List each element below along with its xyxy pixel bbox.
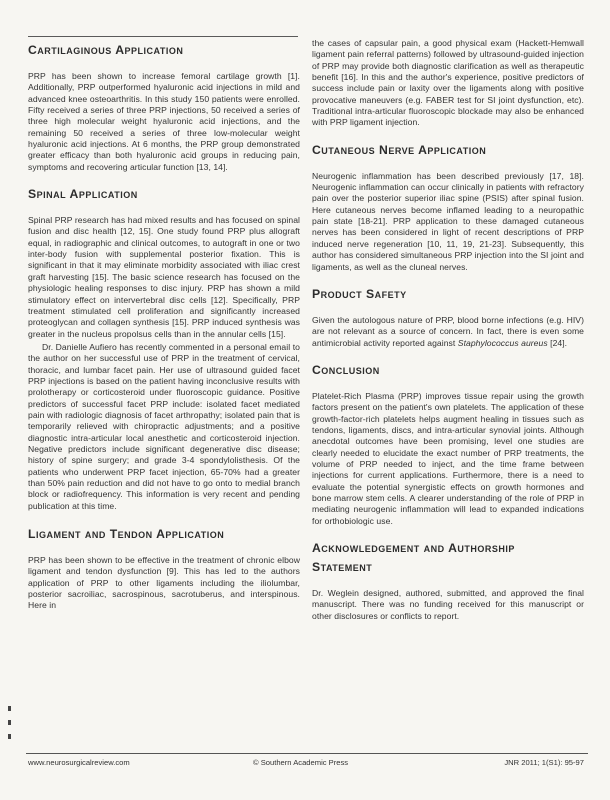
right-column — [312, 38, 584, 622]
ligament-heading: Ligament and Tendon Application — [28, 527, 225, 542]
conclusion-text: Platelet-Rich Plasma (PRP) improves tissue repair using the growth factors present on the patient's own platelets. The application of these growth-factor-rich platelets helps augment healing in tissues such as tendons, ligaments, discs, and intra-articular synovial joints. Although anecdotal outcomes have been promising, level one studies are clearly needed to elucidate the exact number of PRP treatments, the volume of PRP needed to inject, and the time frame between injections for current applications. Furthermore, there is a need to evaluate the potential synergistic effects on growth hormones and bone marrow stem cells. A clearer understanding of the role of PRP in mediating neurogenic inflammation will lead to expanded indications for orthobiologic use. — [312, 390, 584, 526]
cutaneous-text: Neurogenic inflammation has been described previously [17, 18]. Neurogenic inflammation can occur clinically in patients with refractory pain over the posterior superior iliac spine (PSIS) after spinal fusion. Here cutaneous nerves become inflamed leading to a neuropathic pain state [18-21]. PRP application to these damaged cutaneous nerves has been considered in light of recent descriptions of PRP induced nerve regeneration [10, 11, 19, 21-23]. Subsequently, this author has considered simultaneous PRP injection into the SI joint and ligaments, as well as the cluneal nerves. — [312, 170, 584, 272]
spinal-text-2: Dr. Danielle Aufiero has recently commented in a personal email to the author on her successful use of PRP in the treatment of cervical, thoracic, and lumbar facet pain. Her use of ultrasound guided facet PRP injections is based on the patient having inconclusive results with prolotherapy or corticosteroid under fluoroscopic guidance. Positive predictors of successful facet PRP include: isolated facet mediated pain with radiologic diagnosis of facet arthropathy; isolated pain that is temporarily relieved with chiropractic adjustments; and a positive diagnostic intra-articular local anesthetic and corticosteroid injection. Negative predictors include significant degenerative disc disease; history of spine surgery; and grade 3-4 spondylolisthesis. Of the patients who underwent PRP facet injection, 65-70% had a greater than 50% pain reduction and did not have to go onto to medial branch block or radiofrequency. This information is very recent and pending publication at this time. — [28, 341, 300, 511]
spinal-text-1: Spinal PRP research has had mixed results and has focused on spinal fusion and disc health [12, 15]. One study found PRP plus allograft equal, in radiographic and clinical outcomes, to autograft in one or two inter-body fusion with supplemental posterior fixation. This is significant in that it may eliminate morbidity associated with iliac crest graft harvesting [15]. The basic science research has focused on the physiologic healing responses to disc injury. PRP has shown a mild stimulatory effect on intervertebral disc cells [12]. Specifically, PRP treatment stimulated cell proliferation and significantly increased proteoglycan and collagen synthesis [15]. PRP induced synthesis was greater in the nucleus propolsus cells than in the annular cells [15]. — [28, 215, 300, 339]
acknowledgement-text: Dr. Weglein designed, authored, submitted, and approved the final manuscript. There was no funding received for this manuscript or other disclosures or conflicts to report. — [312, 588, 584, 621]
ligament-text: PRP has been shown to be effective in the treatment of chronic elbow ligament and tendon dysfunction [9]. This has led to the authors application of PRP to other ligaments including the iliolumbar, posterior sacroiliac, sacrospinous, sacrotuberus, and interspinous. Here in — [28, 555, 300, 611]
cutaneous-heading: Cutaneous Nerve Application — [312, 142, 487, 157]
safety-text-italic: Staphylococcus aureus — [457, 337, 548, 348]
spinal-heading: Spinal Application — [28, 187, 138, 202]
footer-publisher: © Southern Academic Press — [253, 758, 349, 767]
cartilaginous-heading: Cartilaginous Application — [28, 43, 184, 57]
acknowledgement-heading-line1: Acknowledgement and Authorship — [312, 541, 515, 555]
cartilaginous-text: PRP has been shown to increase femoral cartilage growth [1]. Additionally, PRP outperformed hyaluronic acid injections in mild and advanced knee osteoarthritis. In this study 150 patients were enrolled. Fifty received a series of three PRP injections, 50 received a series of three high molecular weight hyaluronic acid injections, and the remaining 50 received a series of three low-molecular weight hyaluronic acid injections. At 6 months, the PRP group demonstrated greater efficacy than both hyaluronic acid groups in reducing pain, symptoms and recovering articular function [13, 14]. — [28, 71, 300, 172]
safety-text-after: [24]. — [547, 337, 568, 348]
safety-heading: Product Safety — [312, 286, 407, 301]
safety-text-before: Given the autologous nature of PRP, blood borne infections (e.g. HIV) are not relevant as a source of concern. In fact, there is even some antimicrobial activity reported against — [312, 314, 584, 348]
footer-citation: JNR 2011; 1(S1): 95-97 — [504, 758, 584, 767]
acknowledgement-heading-line2: Statement — [312, 560, 373, 574]
ligament-continued-text: the cases of capsular pain, a good physical exam (Hackett-Hemwall ligament pain referral patterns) followed by ultrasound-guided injection of PRP may provide both diagnostic clarification as well as therapeutic benefit [16]. In this and the author's experience, positive predictors of success include pain or laxity over the ligaments along with positive provocative maneuvers (e.g. FABER test for SI joint dysfunction, etc). Traditional intra-articular fluoroscopic blockade may also be enhanced with PRP ligament injection. — [312, 38, 584, 128]
conclusion-heading: Conclusion — [312, 362, 380, 377]
left-column — [28, 40, 300, 612]
margin-binding-marks — [8, 706, 12, 746]
footer-rule — [26, 753, 588, 754]
safety-text — [312, 315, 584, 349]
top-rule — [28, 36, 298, 37]
footer-website: www.neurosurgicalreview.com — [28, 758, 130, 767]
